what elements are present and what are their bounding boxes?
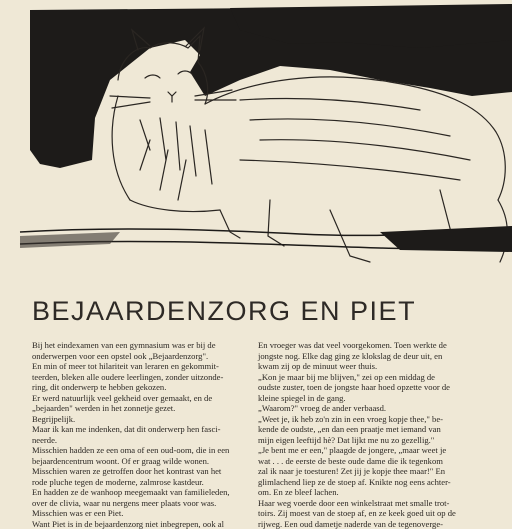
- text-line: En min of meer tot hilariteit van leraren en gekommit-: [32, 361, 244, 372]
- text-line: „Weet je, ik heb zo'n zin in een vroeg kopje thee," be-: [258, 414, 484, 425]
- article-column-left: [32, 340, 244, 529]
- text-line: Begrijpelijk.: [32, 414, 244, 425]
- text-line: Misschien waren ze getroffen door het kontrast van het: [32, 466, 244, 477]
- text-line: rijweg. Een oud dametje naderde van de tegenoverge-: [258, 519, 484, 529]
- text-line: bejaardencentrum woont. Of er graag wilde wonen.: [32, 456, 244, 467]
- text-line: teerden, bleken alle oudere leerlingen, zonder uitzonde-: [32, 372, 244, 383]
- text-line: oudste zuster, toen de jongste haar hoed opzette voor de: [258, 382, 484, 393]
- text-line: Er werd natuurlijk veel gekheid over gemaakt, en de: [32, 393, 244, 404]
- text-line: kleine spiegel in de gang.: [258, 393, 484, 404]
- text-line: rode pluche tegen de moderne, zalmrose kastdeur.: [32, 477, 244, 488]
- text-line: „Je bent me er een," plaagde de jongere, „maar weet je: [258, 445, 484, 456]
- text-line: wat . . . de eerste de beste oude dame die ik tegenkom: [258, 456, 484, 467]
- text-line: „Waarom?" vroeg de ander verbaasd.: [258, 403, 484, 414]
- text-line: ring, dit onderwerp te hebben gekozen.: [32, 382, 244, 393]
- ground-shadow-left: [20, 232, 120, 248]
- text-line: En vroeger was dat veel voorgekomen. Toen werkte de: [258, 340, 484, 351]
- text-line: kende de oudste, „en dan een praatje met iemand van: [258, 424, 484, 435]
- text-line: Want Piet is in de bejaardenzorg niet inbegrepen, ook al: [32, 519, 244, 529]
- text-line: Misschien hadden ze een oma of een oud-oom, die in een: [32, 445, 244, 456]
- text-line: Haar weg voerde door een winkelstraat met smalle trot-: [258, 498, 484, 509]
- text-line: kwam zij op de minuut weer thuis.: [258, 361, 484, 372]
- text-line: jongste nog. Elke dag ging ze klokslag de deur uit, en: [258, 351, 484, 362]
- text-line: neerde.: [32, 435, 244, 446]
- text-line: zal ik naar je toesturen! Zet jij je kopje thee maar!" En: [258, 466, 484, 477]
- article-title: BEJAARDENZORG EN PIET: [32, 296, 492, 327]
- text-line: over de clivia, waar nu nergens meer plaats voor was.: [32, 498, 244, 509]
- text-line: mijn eigen leeftijd hè? Dat lijkt me nu zo gezellig.": [258, 435, 484, 446]
- article-column-right: [258, 340, 484, 529]
- text-line: glimlachend liep ze de stoep af. Knikte nog eens achter-: [258, 477, 484, 488]
- text-line: onderwerpen voor een opstel ook „Bejaardenzorg".: [32, 351, 244, 362]
- text-line: Bij het eindexamen van een gymnasium was er bij de: [32, 340, 244, 351]
- ground-shadow: [380, 226, 512, 252]
- text-line: En hadden ze de wanhoop meegemaakt van familieleden,: [32, 487, 244, 498]
- text-line: „Kon je maar bij me blijven," zei op een middag de: [258, 372, 484, 383]
- text-line: Misschien was er een Piet.: [32, 508, 244, 519]
- text-line: om. En ze bleef lachen.: [258, 487, 484, 498]
- text-line: Maar ik kan me indenken, dat dit onderwerp hen fasci-: [32, 424, 244, 435]
- text-line: „bejaarden" werden in het zonnetje gezet.: [32, 403, 244, 414]
- text-line: toirs. Zij moest van de stoep af, en ze keek goed uit op de: [258, 508, 484, 519]
